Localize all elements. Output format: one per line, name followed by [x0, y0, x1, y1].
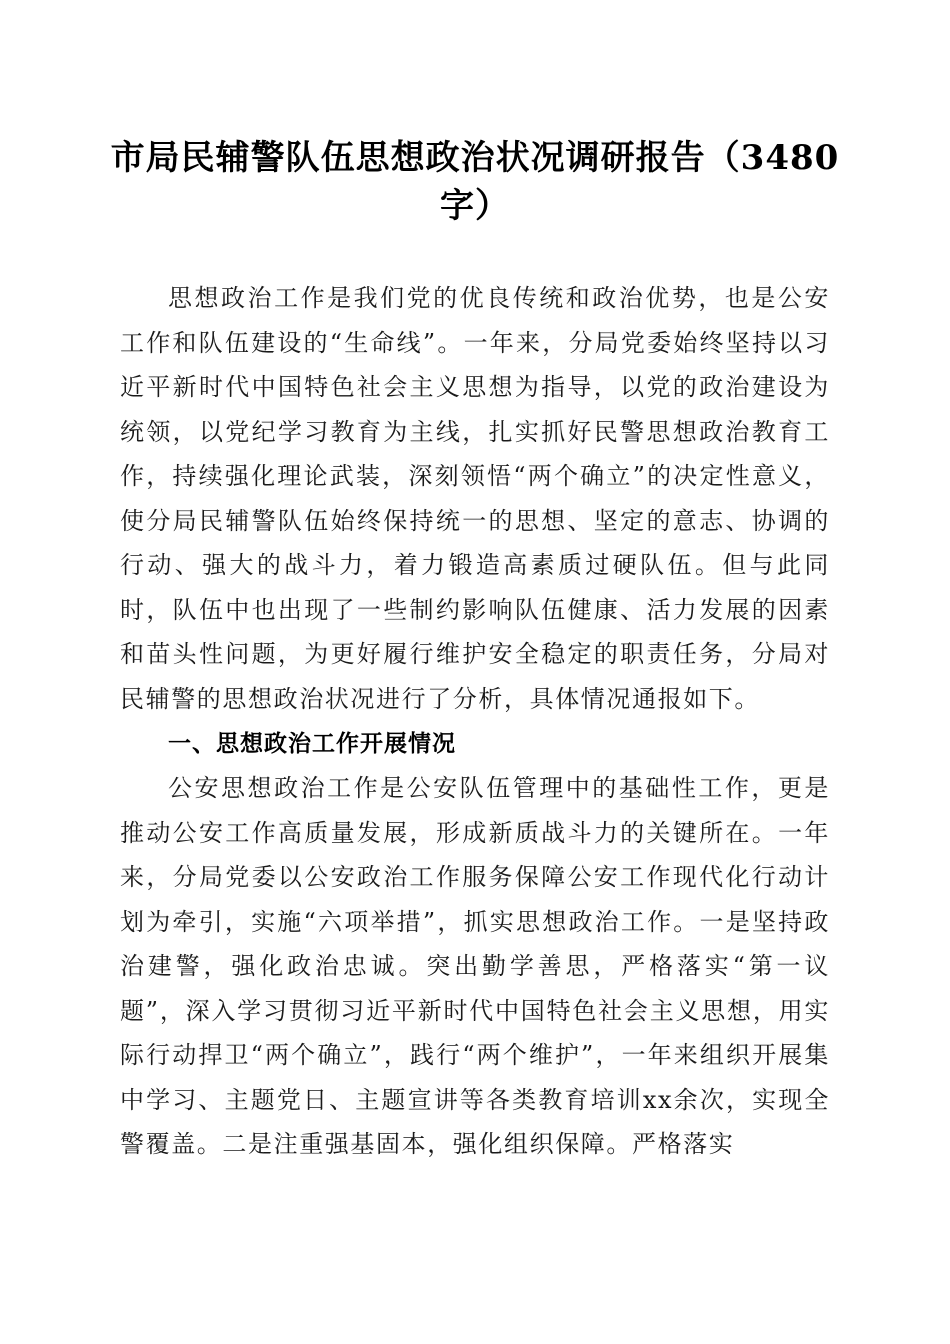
title-line-1: 市局民辅警队伍思想政治状况调研报告（3480	[110, 138, 840, 178]
intro-paragraph: 思想政治工作是我们党的优良传统和政治优势，也是公安工作和队伍建设的“生命线”。一年来，分局党委始终坚持以习近平新时代中国特色社会主义思想为指导，以党的政治建设为统领，以党纪学习教育为主线，扎实抓好民警思想政治教育工作，持续强化理论武装，深刻领悟“两个确立”的决定性意义，使分局民辅警队伍始终保持统一的思想、坚定的意志、协调的行动、强大的战斗力，着力锻造高素质过硬队伍。但与此同时，队伍中也出现了一些制约影响队伍健康、活力发展的因素和苗头性问题，为更好履行维护安全稳定的职责任务，分局对民辅警的思想政治状况进行了分析，具体情况通报如下。	[120, 284, 830, 713]
section-heading-1: 一、思想政治工作开展情况	[168, 731, 456, 757]
title-line-2: 字）	[440, 186, 510, 226]
section-1-paragraph: 公安思想政治工作是公安队伍管理中的基础性工作，更是推动公安工作高质量发展，形成新质战斗力的关键所在。一年来，分局党委以公安政治工作服务保障公安工作现代化行动计划为牵引，实施“六项举措”，抓实思想政治工作。一是坚持政治建警，强化政治忠诚。突出勤学善思，严格落实“第一议题”，深入学习贯彻习近平新时代中国特色社会主义思想，用实际行动捍卫“两个确立”，践行“两个维护”，一年来组织开展集中学习、主题党日、主题宣讲等各类教育培训xx余次，实现全警覆盖。二是注重强基固本，强化组织保障。严格落实	[120, 774, 830, 1158]
document-title	[110, 134, 840, 230]
